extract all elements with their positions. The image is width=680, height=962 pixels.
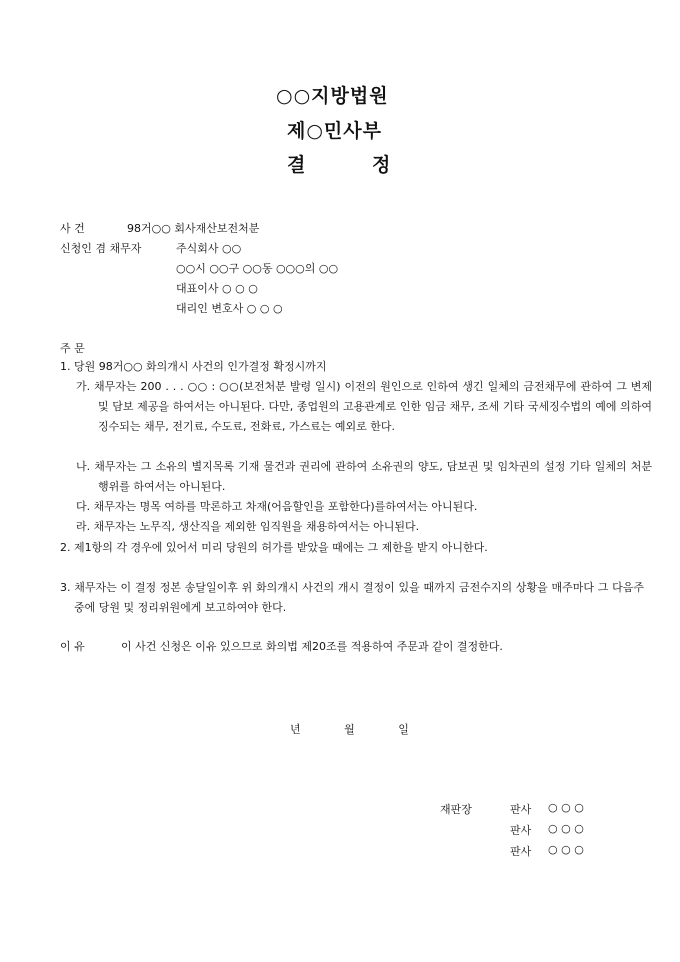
document-type: 결 정 — [287, 154, 392, 176]
order-item-2: 2. 제1항의 각 경우에 있어서 미리 당원의 허가를 받았을 때에는 그 제한을 받지 아니한다. — [60, 541, 488, 554]
case-label: 사 건 — [60, 222, 85, 235]
judge-role: 판사 — [510, 824, 532, 837]
date-line: 년 월 일 — [290, 723, 409, 736]
judge-name: ○ ○ ○ — [548, 801, 584, 814]
reason-text: 이 사건 신청은 이유 있으므로 화의법 제20조를 적용하여 주문과 같이 결정한다. — [121, 640, 503, 653]
case-value: 98거○○ 회사재산보전처분 — [127, 222, 260, 235]
order-heading: 주 문 — [60, 342, 85, 355]
order-item-1-da: 다. 채무자는 명목 여하를 막론하고 차재(어음할인을 포함한다)를하여서는 아니된다. — [76, 500, 478, 513]
judge-role: 판사 — [510, 845, 532, 858]
order-item-1-na: 나. 채무자는 그 소유의 별지목록 기재 물건과 권리에 관하여 소유권의 양도, 담보권 및 임차권의 설정 기타 일체의 처분행위를 하여서는 아니된다. — [76, 460, 652, 493]
reason-label: 이 유 — [60, 640, 85, 653]
judge-name: ○ ○ ○ — [548, 843, 584, 856]
order-item-1-ga: 가. 채무자는 200 . . . ○○ : ○○(보전처분 발령 일시) 이전의 원인으로 인하여 생긴 일체의 금전채무에 관하여 그 변제 및 담보 제공을 하여서는 아니된다. 다만, 종업원의 고용관계로 인한 임금 채무, 조세 기타 국세징수법의 예에 의하여 징수되는 채무, 전기료, 수도료, 전화료, 가스료는 예외로 한다. — [76, 380, 652, 433]
applicant-company: 주식회사 ○○ — [176, 242, 242, 255]
division-name: 제○민사부 — [287, 120, 382, 142]
applicant-agent: 대리인 변호사 ○ ○ ○ — [176, 302, 283, 315]
applicant-label: 신청인 겸 채무자 — [60, 242, 142, 255]
order-item-1-ra: 라. 채무자는 노무직, 생산직을 제외한 임직원을 채용하여서는 아니된다. — [76, 520, 420, 533]
judge-name: ○ ○ ○ — [548, 822, 584, 835]
order-item-1: 1. 당원 98거○○ 화의개시 사건의 인가결정 확정시까지 — [60, 360, 327, 373]
presiding-judge-title: 재판장 — [440, 803, 472, 816]
judge-role: 판사 — [510, 803, 532, 816]
court-name: ○○지방법원 — [276, 85, 389, 107]
order-item-3: 3. 채무자는 이 결정 정본 송달일이후 위 화의개시 사건의 개시 결정이 있을 때까지 금전수지의 상황을 매주마다 그 다음주 중에 당원 및 정리위원에게 보고하여야 한다. — [60, 581, 644, 614]
applicant-address: ○○시 ○○구 ○○동 ○○○의 ○○ — [176, 262, 339, 275]
applicant-representative: 대표이사 ○ ○ ○ — [176, 282, 258, 295]
